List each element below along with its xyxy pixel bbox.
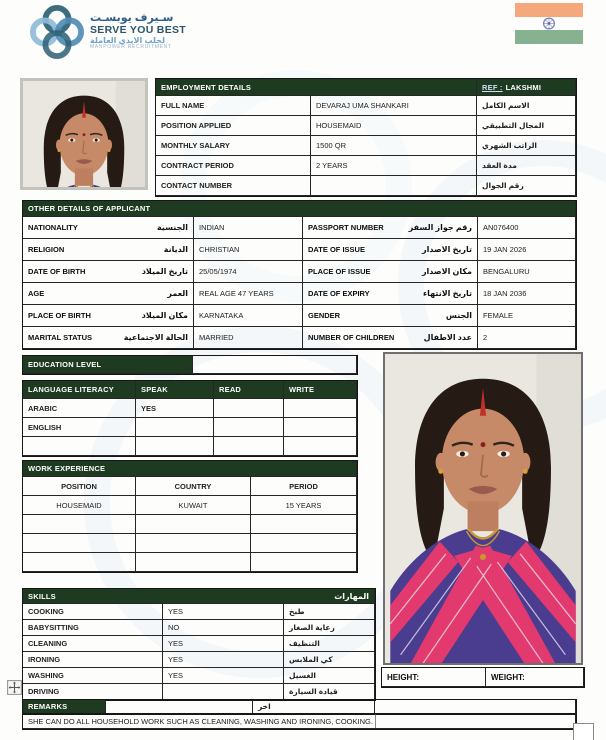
logo-name: SERVE YOU BEST (90, 24, 187, 37)
applicant-photo-small (20, 78, 148, 190)
skill-value (163, 684, 284, 700)
work-period: 15 YEARS (251, 496, 357, 515)
field-label-arabic: الراتب الشهري (477, 136, 576, 156)
brand-logo (30, 5, 206, 59)
column-header: WRITE (284, 381, 357, 399)
employment-details-table (155, 78, 577, 197)
work-position: HOUSEMAID (23, 496, 136, 515)
column-header: LANGUAGE LITERACY (23, 381, 136, 399)
language-literacy-table (22, 380, 358, 457)
field-value: CHRISTIAN (194, 239, 303, 261)
field-label-cell: NUMBER OF CHILDREN عدد الاطفال (303, 327, 478, 349)
education-value (193, 356, 357, 374)
field-label-arabic: الاسم الكامل (477, 96, 576, 116)
column-header: PERIOD (251, 477, 357, 496)
field-label-arabic: رقم الجوال (477, 176, 576, 196)
field-value: BENGALURU (478, 261, 576, 283)
field-value: FEMALE (478, 305, 576, 327)
column-header: COUNTRY (136, 477, 251, 496)
education-level-table (22, 355, 358, 375)
field-label-cell: DATE OF ISSUE تاريخ الاصدار (303, 239, 478, 261)
skill-label: WASHING (23, 668, 163, 684)
field-label-cell: PLACE OF ISSUE مكان الاصدار (303, 261, 478, 283)
field-label: FULL NAME (156, 96, 311, 116)
language-read (214, 437, 284, 456)
language-read (214, 399, 284, 418)
column-header: SPEAK (136, 381, 214, 399)
language-speak: YES (136, 399, 214, 418)
ref-badge (477, 79, 576, 96)
skill-value: YES (163, 652, 284, 668)
other-details-table (22, 200, 577, 350)
field-label-cell: AGE العمر (23, 283, 194, 305)
section-title: WORK EXPERIENCE (23, 461, 357, 477)
skill-value: YES (163, 668, 284, 684)
move-handle-icon[interactable] (7, 680, 22, 695)
field-label-cell: DATE OF BIRTH تاريخ الميلاد (23, 261, 194, 283)
logo-arabic-name: سـيرف يوبسـت (90, 12, 174, 25)
ref-label: REF : (482, 82, 503, 92)
column-divider (375, 714, 376, 728)
work-period (251, 515, 357, 534)
skill-arabic: رعاية الصغار (284, 620, 375, 636)
remarks-note-row (22, 713, 577, 730)
remarks-arabic: اخر (253, 700, 375, 714)
field-label-cell: MARITAL STATUS الحالة الاجتماعية (23, 327, 194, 349)
skill-label: CLEANING (23, 636, 163, 652)
language-name: ENGLISH (23, 418, 136, 437)
skill-value: YES (163, 636, 284, 652)
field-label: MONTHLY SALARY (156, 136, 311, 156)
field-label-arabic: المجال التطبيقي (477, 116, 576, 136)
language-name (23, 437, 136, 456)
field-value: 1500 QR (311, 136, 477, 156)
skill-value: NO (163, 620, 284, 636)
ref-value: LAKSHMI (505, 82, 542, 92)
language-name: ARABIC (23, 399, 136, 418)
work-country (136, 515, 251, 534)
logo-knot-icon (30, 5, 84, 59)
work-period (251, 553, 357, 572)
language-speak (136, 418, 214, 437)
height-label: HEIGHT: (382, 668, 486, 687)
skills-table (22, 588, 376, 701)
work-position (23, 553, 136, 572)
skill-arabic: التنظيف (284, 636, 375, 652)
india-flag-icon (515, 3, 583, 44)
section-title: SKILLS المهارات (23, 589, 375, 604)
language-write (284, 418, 357, 437)
logo-tagline: MANPOWER RECRUITMENT (90, 44, 172, 51)
language-write (284, 399, 357, 418)
work-country (136, 534, 251, 553)
skill-label: COOKING (23, 604, 163, 620)
field-label-cell: DATE OF EXPIRY تاريخ الانتهاء (303, 283, 478, 305)
remarks-empty-cell (106, 700, 253, 714)
work-position (23, 515, 136, 534)
field-value: 2 (478, 327, 576, 349)
field-value: 2 YEARS (311, 156, 477, 176)
field-value: INDIAN (194, 217, 303, 239)
field-value: 19 JAN 2026 (478, 239, 576, 261)
work-period (251, 534, 357, 553)
field-value (311, 176, 477, 196)
weight-label: WEIGHT: (486, 668, 584, 687)
field-label: POSITION APPLIED (156, 116, 311, 136)
field-value: KARNATAKA (194, 305, 303, 327)
work-country: KUWAIT (136, 496, 251, 515)
work-country (136, 553, 251, 572)
applicant-photo-large (383, 352, 583, 665)
field-value: HOUSEMAID (311, 116, 477, 136)
field-value: 18 JAN 2036 (478, 283, 576, 305)
selection-corner-box[interactable] (573, 723, 594, 740)
skill-arabic: كي الملابس (284, 652, 375, 668)
section-title: EDUCATION LEVEL (23, 356, 193, 374)
skill-arabic: طبخ (284, 604, 375, 620)
field-label-cell: PASSPORT NUMBER رقم جواز السفر (303, 217, 478, 239)
column-header: POSITION (23, 477, 136, 496)
field-value: AN076400 (478, 217, 576, 239)
language-write (284, 437, 357, 456)
field-value: DEVARAJ UMA SHANKARI (311, 96, 477, 116)
field-label-arabic: مدة العقد (477, 156, 576, 176)
skill-value: YES (163, 604, 284, 620)
field-value: 25/05/1974 (194, 261, 303, 283)
section-title-arabic: المهارات (334, 591, 369, 601)
section-title: REMARKS (23, 700, 106, 714)
skill-label: BABYSITTING (23, 620, 163, 636)
section-title: OTHER DETAILS OF APPLICANT (23, 201, 576, 217)
field-value: REAL AGE 47 YEARS (194, 283, 303, 305)
remarks-empty-cell (375, 700, 576, 714)
field-label-cell: NATIONALITY الجنسية (23, 217, 194, 239)
field-value: MARRIED (194, 327, 303, 349)
language-read (214, 418, 284, 437)
skill-arabic: قيادة السيارة (284, 684, 375, 700)
work-position (23, 534, 136, 553)
language-speak (136, 437, 214, 456)
logo-arabic-tagline: لجلب الايدي العاملة (90, 35, 165, 45)
skill-label: DRIVING (23, 684, 163, 700)
column-header: READ (214, 381, 284, 399)
field-label: CONTACT NUMBER (156, 176, 311, 196)
work-experience-table (22, 460, 358, 573)
skill-label: IRONING (23, 652, 163, 668)
field-label-cell: RELIGION الديانة (23, 239, 194, 261)
section-title: EMPLOYMENT DETAILS (156, 79, 477, 96)
skill-arabic: الغسيل (284, 668, 375, 684)
field-label: CONTRACT PERIOD (156, 156, 311, 176)
field-label-cell: PLACE OF BIRTH مكان الميلاد (23, 305, 194, 327)
field-label-cell: GENDER الجنس (303, 305, 478, 327)
remarks-note: SHE CAN DO ALL HOUSEHOLD WORK SUCH AS CLEANING, WASHING AND IRONING, COOKING. (23, 714, 576, 729)
height-weight-table (381, 667, 585, 688)
